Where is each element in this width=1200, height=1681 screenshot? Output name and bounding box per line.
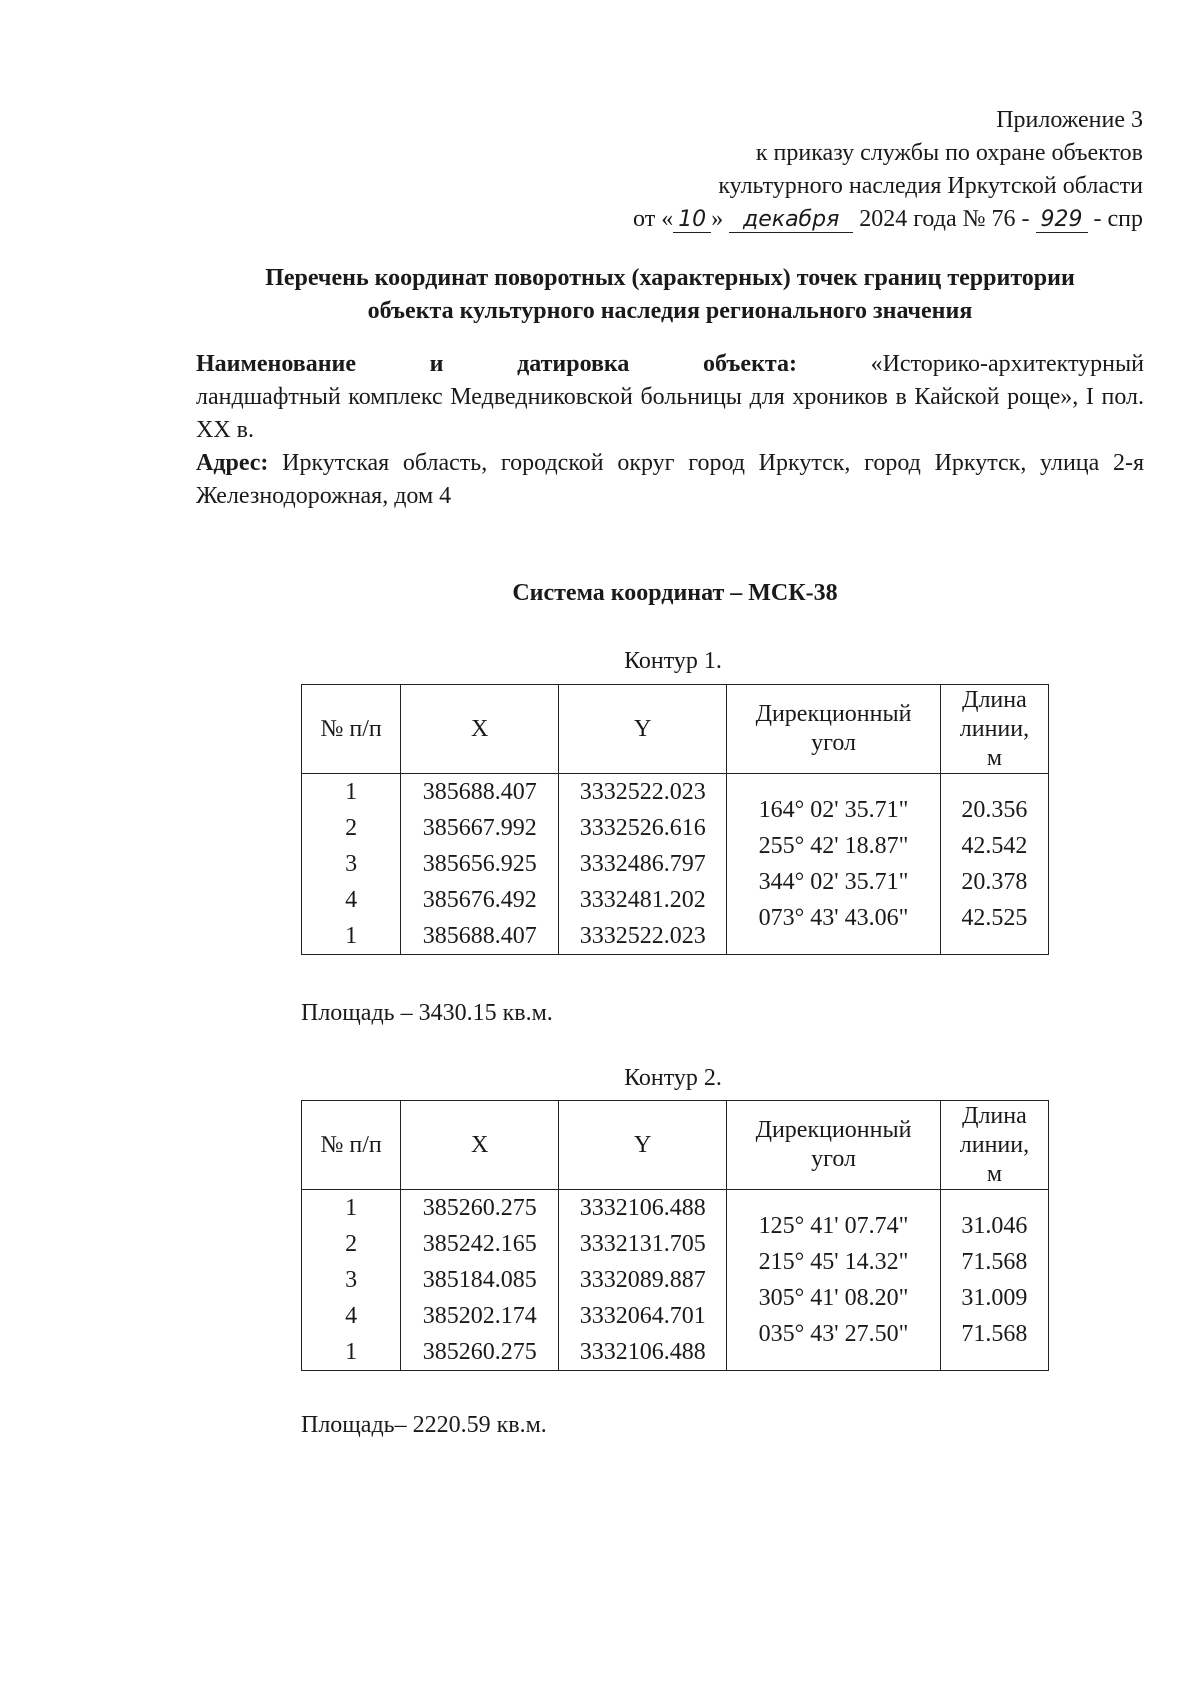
x-values-cell [401, 774, 559, 955]
date-year-text: 2024 года № 76 - [859, 206, 1030, 232]
object-address [196, 447, 1144, 513]
address-value: Иркутская область, городской округ город Иркутск, город Иркутск, улица 2-я Железнодорожная, дом 4 [196, 450, 1145, 509]
object-info [196, 348, 1144, 513]
header-y: Y [559, 1101, 727, 1190]
date-prefix: от « [633, 206, 674, 232]
point-number: 1 [345, 1339, 358, 1365]
appendix-header [443, 104, 1143, 236]
x-value: 385260.275 [422, 1195, 537, 1221]
length-value: 42.542 [961, 833, 1028, 859]
x-value: 385667.992 [422, 815, 537, 841]
y-values-cell [559, 774, 727, 955]
lengths-cell [940, 774, 1048, 955]
length-value: 71.568 [961, 1321, 1028, 1347]
lengths-cell [940, 1190, 1048, 1371]
x-value: 385242.165 [422, 1231, 537, 1257]
order-suffix: - спр [1093, 206, 1143, 232]
x-value: 385676.492 [422, 887, 537, 913]
y-value: 3332106.488 [579, 1339, 706, 1365]
y-value: 3332064.701 [579, 1303, 706, 1329]
point-number: 2 [345, 815, 358, 841]
y-value: 3332526.616 [579, 815, 706, 841]
header-num: № п/п [302, 685, 401, 774]
y-value: 3332522.023 [579, 779, 706, 805]
point-number: 1 [345, 923, 358, 949]
title-line-1: Перечень координат поворотных (характерных) точек границ территории [265, 265, 1075, 291]
point-number: 2 [345, 1231, 358, 1257]
x-value: 385688.407 [422, 779, 537, 805]
header-length [940, 685, 1048, 774]
y-value: 3332106.488 [579, 1195, 706, 1221]
address-label: Адрес: [196, 450, 269, 476]
x-value: 385656.925 [422, 851, 537, 877]
name-label-word-2: и [429, 351, 444, 377]
point-numbers-cell [302, 774, 401, 955]
object-name-rest: ландшафтный комплекс Медведниковской больницы для хроников в Кайской роще», I пол. XX в. [196, 384, 1144, 443]
object-name-first-line [196, 348, 1144, 381]
point-number: 1 [345, 779, 358, 805]
point-number: 4 [345, 887, 358, 913]
length-value: 20.378 [961, 869, 1028, 895]
y-value: 3332481.202 [579, 887, 706, 913]
header-x: X [401, 685, 559, 774]
angle-value: 305° 41' 08.20" [758, 1285, 909, 1311]
appendix-date-line [443, 203, 1143, 236]
header-x: X [401, 1101, 559, 1190]
header-length-line-1: Длина [962, 1102, 1027, 1129]
point-number: 1 [345, 1195, 358, 1221]
y-value: 3332486.797 [579, 851, 706, 877]
appendix-line-3: культурного наследия Иркутской области [718, 173, 1143, 199]
handwritten-day: 10 [673, 208, 711, 233]
contour-1-area: Площадь – 3430.15 кв.м. [301, 1000, 553, 1026]
x-values-cell [401, 1190, 559, 1371]
angle-value: 035° 43' 27.50" [758, 1321, 909, 1347]
appendix-line-2: к приказу службы по охране объектов [755, 140, 1143, 166]
header-length-line-3: м [986, 744, 1003, 771]
header-length-line-2: линии, [959, 715, 1030, 742]
length-value: 20.356 [961, 797, 1028, 823]
contour-2-area: Площадь– 2220.59 кв.м. [301, 1412, 547, 1438]
x-value: 385202.174 [422, 1303, 537, 1329]
date-day-close: » [711, 206, 724, 232]
x-value: 385184.085 [422, 1267, 537, 1293]
handwritten-month: декабря [729, 208, 853, 233]
length-value: 31.009 [961, 1285, 1028, 1311]
angle-value: 344° 02' 35.71" [758, 869, 909, 895]
coordinate-system-heading: Система координат – МСК-38 [512, 580, 838, 606]
angle-value: 164° 02' 35.71" [758, 797, 909, 823]
y-values-cell [559, 1190, 727, 1371]
document-title [196, 262, 1144, 328]
name-label-word-3: датировка [517, 351, 630, 377]
point-number: 4 [345, 1303, 358, 1329]
point-numbers-cell [302, 1190, 401, 1371]
header-angle-line-2: угол [811, 730, 856, 756]
header-angle [727, 685, 941, 774]
contour-2-label: Контур 2. [624, 1065, 722, 1091]
point-number: 3 [345, 1267, 358, 1293]
object-name-start: «Историко-архитектурный [870, 351, 1144, 377]
length-value: 31.046 [961, 1213, 1028, 1239]
contour-1-label: Контур 1. [624, 648, 722, 674]
header-y: Y [559, 685, 727, 774]
angle-value: 125° 41' 07.74" [758, 1213, 909, 1239]
angle-value: 073° 43' 43.06" [758, 905, 909, 931]
length-value: 42.525 [961, 905, 1028, 931]
table-body-row [302, 774, 1049, 955]
appendix-line-1: Приложение 3 [996, 107, 1143, 133]
header-length-line-1: Длина [962, 686, 1027, 713]
y-value: 3332522.023 [579, 923, 706, 949]
x-value: 385260.275 [422, 1339, 537, 1365]
handwritten-order-number: 929 [1036, 208, 1088, 233]
header-num: № п/п [302, 1101, 401, 1190]
point-number: 3 [345, 851, 358, 877]
table-header-row [302, 685, 1049, 774]
length-value: 71.568 [961, 1249, 1028, 1275]
header-angle [727, 1101, 941, 1190]
angle-value: 255° 42' 18.87" [758, 833, 909, 859]
x-value: 385688.407 [422, 923, 537, 949]
header-length [940, 1101, 1048, 1190]
header-angle-line-1: Дирекционный [755, 1117, 912, 1143]
angles-cell [727, 1190, 941, 1371]
y-value: 3332131.705 [579, 1231, 706, 1257]
angles-cell [727, 774, 941, 955]
header-length-line-3: м [986, 1160, 1003, 1187]
table-body-row [302, 1190, 1049, 1371]
contour-1-table [301, 684, 1049, 955]
header-length-line-2: линии, [959, 1131, 1030, 1158]
angle-value: 215° 45' 14.32" [758, 1249, 909, 1275]
y-value: 3332089.887 [579, 1267, 706, 1293]
title-line-2: объекта культурного наследия регионального значения [367, 298, 973, 324]
name-label-word-1: Наименование [196, 351, 356, 377]
name-label-word-4: объекта: [703, 351, 797, 377]
header-angle-line-1: Дирекционный [755, 701, 912, 727]
table-header-row [302, 1101, 1049, 1190]
header-angle-line-2: угол [811, 1146, 856, 1172]
contour-2-table [301, 1100, 1049, 1371]
